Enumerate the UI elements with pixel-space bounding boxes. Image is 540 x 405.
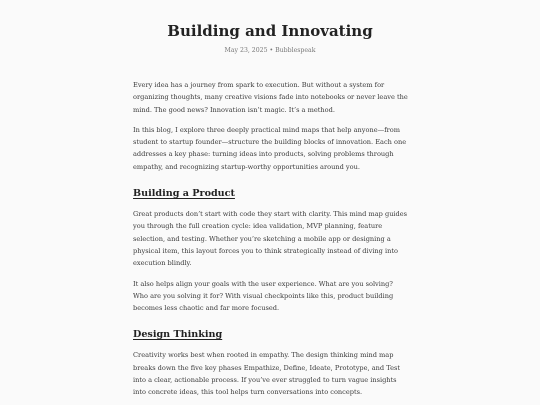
intro-paragraph-2: In this blog, I explore three deeply practical mind maps that help anyone—from student to startup founder—structure the building blocks of innovation. Each one addresses a key phase: turning ideas into products, solving problems through empathy, and recognizing startup-worthy opportunities around you.: [133, 125, 407, 171]
product-paragraph-1: Great products don’t start with code they start with clarity. This mind map guides you through the full creation cycle: idea validation, MVP planning, feature selection, and testing. Whether you’re sketching a mobile app or designing a physical item, this layout forces you to think strategically instead of diving into execution blindly.: [133, 210, 408, 268]
section-heading-design-thinking: Design Thinking: [133, 329, 223, 341]
product-paragraph-2: It also helps align your goals with the user experience. What are you solving? Who are you solving it for? With visual checkpoints like this, product building becomes less chaotic and far more focused.: [133, 279, 394, 313]
section-heading-building-a-product: Building a Product: [133, 188, 235, 200]
intro-paragraph-1: Every idea has a journey from spark to execution. But without a system for organizing thoughts, many creative visions fade into notebooks or never leave the mind. The good news? Innovation isn’t magic. It’s a method.: [133, 81, 408, 114]
design-paragraph-1: Creativity works best when rooted in empathy. The design thinking mind map breaks down the five key phases Empathize, Define, Ideate, Prototype, and Test into a clear, actionable process. If you’ve ever struggled to turn vague insights into concrete ideas, this tool helps turn conversations into concepts.: [133, 351, 401, 397]
post-body: [133, 79, 409, 399]
post-meta: May 23, 2025 • Bubblespeak: [224, 47, 316, 54]
post-title: Building and Innovating: [167, 22, 373, 40]
